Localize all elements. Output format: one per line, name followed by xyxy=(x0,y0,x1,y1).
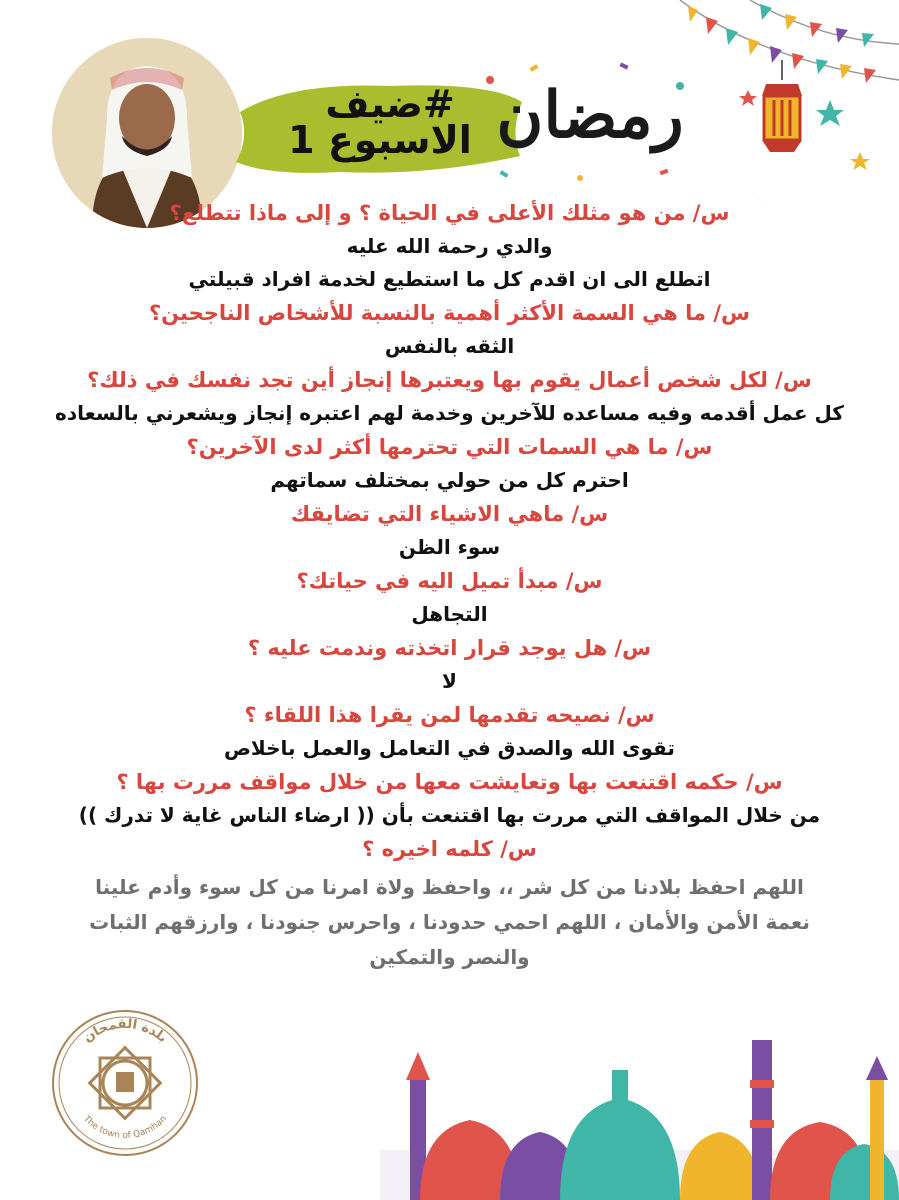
answer-8-1: تقوى الله والصدق في التعامل والعمل باخلاص xyxy=(224,736,675,760)
svg-text:بلدة القمحان xyxy=(81,1017,170,1046)
closing-prayer: اللهم احفظ بلادنا من كل شر ،، واحفظ ولاة امرنا من كل سوء وأدم علينا نعمة الأمن والأمان ، اللهم احمي حدودنا ، واحرس جنودنا ، وارزقهم الثبات والنصر والتمكين xyxy=(89,875,810,969)
question-3: س/ لكل شخص أعمال يقوم بها ويعتبرها إنجاز أين تجد نفسك في ذلك؟ xyxy=(87,368,812,392)
question-4: س/ ما هي السمات التي تحترمها أكثر لدى الآخرين؟ xyxy=(186,435,713,459)
question-8: س/ نصيحه تقدمها لمن يقرا هذا اللقاء ؟ xyxy=(244,703,655,727)
logo-arabic-text: بلدة القمحان xyxy=(80,1016,170,1046)
question-2: س/ ما هي السمة الأكثر أهمية بالنسبة للأشخاص الناجحين؟ xyxy=(148,301,751,325)
qamhan-town-logo xyxy=(50,1008,200,1158)
question-5: س/ ماهي الاشياء التي تضايقك xyxy=(290,502,609,526)
answer-1-1: والدي رحمة الله عليه xyxy=(346,234,553,258)
answer-9-1: من خلال المواقف التي مررت بها اقتنعت بأن (( ارضاء الناس غاية لا تدرك )) xyxy=(78,803,821,827)
answer-1-2: اتطلع الى ان اقدم كل ما استطيع لخدمة افراد قبيلتي xyxy=(188,267,711,291)
answer-7-1: لا xyxy=(442,669,457,693)
answer-3-1: كل عمل أقدمه وفيه مساعده للآخرين وخدمة لهم اعتبره إنجاز ويشعرني بالسعاده xyxy=(55,401,844,425)
question-7: س/ هل يوجد قرار اتخذته وندمت عليه ؟ xyxy=(247,636,652,660)
question-9: س/ حكمه اقتنعت بها وتعايشت معها من خلال مواقف مررت بها ؟ xyxy=(116,770,783,794)
question-10: س/ كلمه اخيره ؟ xyxy=(362,837,537,861)
answer-4-1: احترم كل من حولي بمختلف سماتهم xyxy=(270,468,629,492)
guest-week-label: الاسبوع 1 xyxy=(288,118,472,162)
question-6: س/ مبدأ تميل اليه في حياتك؟ xyxy=(296,569,603,593)
logo-english-text: The town of Qamhan xyxy=(81,1114,169,1141)
answer-2-1: الثقه بالنفس xyxy=(384,334,515,358)
answer-5-1: سوء الظن xyxy=(398,535,501,559)
guest-hashtag: #ضيف xyxy=(325,82,455,126)
ramadan-title: رمضان xyxy=(496,78,684,153)
qa-section xyxy=(0,196,899,975)
answer-6-1: التجاهل xyxy=(411,602,488,626)
question-1: س/ من هو مثلك الأعلى في الحياة ؟ و إلى ماذا تتطلع؟ xyxy=(169,201,730,225)
mosque-domes-decoration xyxy=(380,1040,899,1200)
